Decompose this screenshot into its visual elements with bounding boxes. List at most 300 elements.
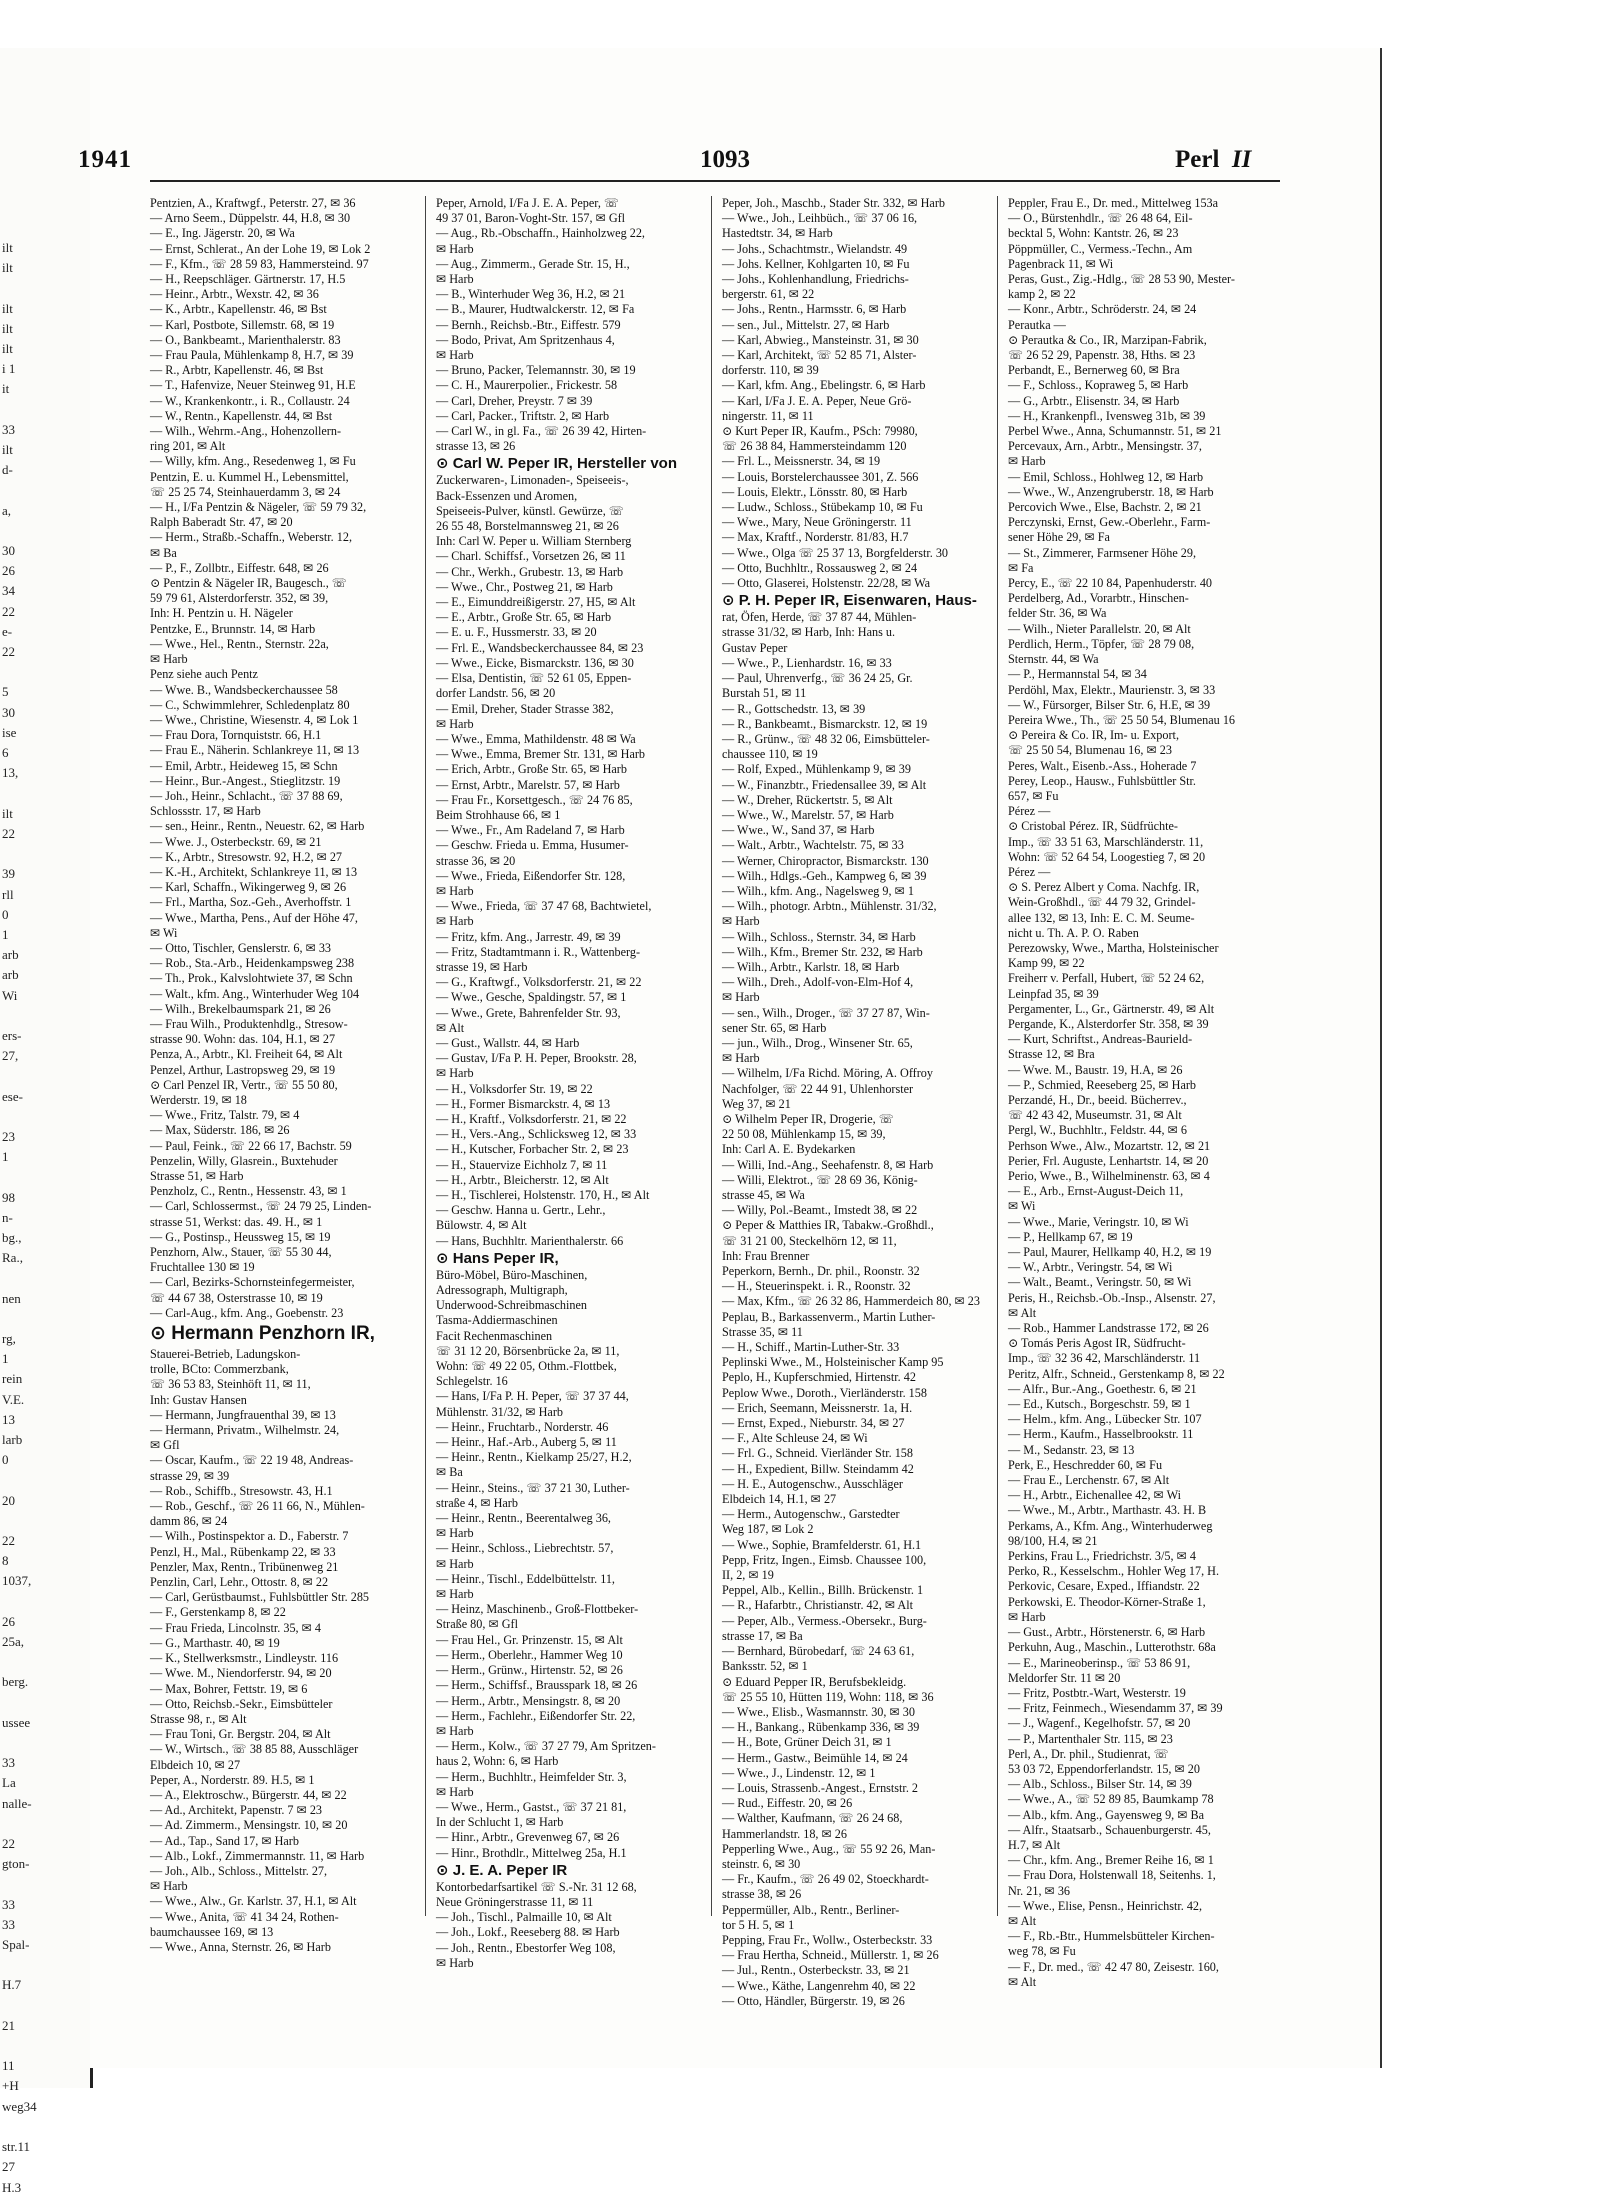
directory-entry: Perko, R., Kesselschm., Hohler Weg 17, H. <box>1008 1564 1220 1579</box>
directory-entry: — F., Schloss., Kopraweg 5, ✉ Harb <box>1008 378 1189 393</box>
directory-entry: ✉ Harb <box>436 883 474 898</box>
directory-entry: — Johs., Schachtmstr., Wielandstr. 49 <box>722 241 908 256</box>
fragment-line: gton- <box>2 1856 30 1872</box>
directory-entry: — H., Arbtr., Bleicherstr. 12, ✉ Alt <box>436 1172 609 1187</box>
directory-entry: ⊙ Eduard Pepper IR, Berufsbekleidg. <box>722 1674 907 1689</box>
directory-entry: ✉ Ba <box>436 1465 463 1480</box>
directory-entry: — Paul, Uhrenverfg., ☏ 36 24 25, Gr. <box>722 671 913 686</box>
directory-entry: — Wwe., Grete, Bahrenfelder Str. 93, <box>436 1005 621 1020</box>
directory-entry: — Wilh., Nieter Parallelstr. 20, ✉ Alt <box>1008 621 1191 636</box>
fragment-line <box>2 1309 62 1329</box>
column-divider <box>711 196 712 1916</box>
fragment-line <box>2 1511 62 1531</box>
directory-entry: — Wwe. M., Baustr. 19, H.A, ✉ 26 <box>1008 1062 1183 1077</box>
fragment-line: ilt <box>2 805 13 821</box>
directory-entry: Peres, Walt., Eisenb.-Ass., Hoherade 7 <box>1008 758 1197 773</box>
directory-entry: ✉ Harb <box>722 1051 760 1066</box>
directory-entry: Inh: Carl A. E. Bydekarken <box>722 1142 856 1157</box>
fragment-line: 30 <box>2 543 15 559</box>
fragment-line: 11 <box>2 2058 15 2074</box>
fragment-line: ilt <box>2 300 13 316</box>
directory-entry: Perdlich, Herm., Töpfer, ☏ 28 79 08, <box>1008 636 1195 651</box>
directory-entry: 49 37 01, Baron-Voght-Str. 157, ✉ Gfl <box>436 211 626 226</box>
fragment-line <box>2 1874 62 1894</box>
directory-entry: — Heinr., Tischl., Eddelbüttelstr. 11, <box>436 1571 615 1586</box>
directory-entry: Schlegelstr. 16 <box>436 1374 508 1389</box>
directory-entry: tor 5 H. 5, ✉ 1 <box>722 1917 795 1932</box>
fragment-line: ilt <box>2 320 13 336</box>
directory-entry: ring 201, ✉ Alt <box>150 439 226 454</box>
directory-entry: — Carl, Dreher, Preystr. 7 ✉ 39 <box>436 393 593 408</box>
directory-entry: ☏ 25 55 10, Hütten 119, Wohn: 118, ✉ 36 <box>722 1689 934 1704</box>
directory-entry: — Wwe., Eicke, Bismarckstr. 136, ✉ 30 <box>436 655 634 670</box>
directory-entry: Penzl, H., Mal., Rübenkamp 22, ✉ 33 <box>150 1544 336 1559</box>
directory-entry: — H., Volksdorfer Str. 19, ✉ 22 <box>436 1081 593 1096</box>
fragment-line: 1 <box>2 926 9 942</box>
directory-entry: ⊙ Wilhelm Peper IR, Drogerie, ☏ <box>722 1111 894 1126</box>
fragment-line: ilt <box>2 260 13 276</box>
directory-entry: Back-Essenzen und Aromen, <box>436 488 578 503</box>
previous-page-fragment <box>2 238 62 2198</box>
directory-entry: — Rud., Eiffestr. 20, ✉ 26 <box>722 1796 853 1811</box>
directory-entry: — H., Reepschläger. Gärtnerstr. 17, H.5 <box>150 272 346 287</box>
directory-entry: — Joh., Tischl., Palmaille 10, ✉ Alt <box>436 1910 612 1925</box>
directory-entry: — W., Rentn., Kapellenstr. 44, ✉ Bst <box>150 408 333 423</box>
directory-entry: — Fritz, Feinmech., Wiesendamm 37, ✉ 39 <box>1008 1701 1223 1716</box>
directory-entry: Pepperling Wwe., Aug., ☏ 55 92 26, Man- <box>722 1841 936 1856</box>
directory-entry: Hammerlandstr. 18, ✉ 26 <box>722 1826 847 1841</box>
directory-entry: 59 79 61, Alsterdorferstr. 352, ✉ 39, <box>150 591 329 606</box>
directory-entry: — Wwe., Olga ☏ 25 37 13, Borgfelderstr. 30 <box>722 545 949 560</box>
directory-entry: — Heinr., Haf.-Arb., Auberg 5, ✉ 11 <box>436 1435 617 1450</box>
directory-entry: — Wwe., W., Sand 37, ✉ Harb <box>722 823 875 838</box>
directory-entry: Mühlenstr. 31/32, ✉ Harb <box>436 1404 563 1419</box>
fragment-line: 13, <box>2 765 19 781</box>
directory-entry: — H., I/Fa Pentzin & Nägeler, ☏ 59 79 32, <box>150 500 367 515</box>
fragment-line <box>2 278 62 298</box>
directory-entry: Perkuhn, Aug., Maschin., Lutterothstr. 68a <box>1008 1640 1216 1655</box>
fragment-line: ilt <box>2 442 13 458</box>
directory-entry: ✉ Alt <box>1008 1974 1037 1989</box>
header-name-range <box>1175 146 1251 174</box>
column-4 <box>1008 196 1272 1989</box>
directory-entry: — Ad. Zimmerm., Mensingstr. 10, ✉ 20 <box>150 1818 348 1833</box>
directory-entry: — Wwe., Anna, Sternstr. 26, ✉ Harb <box>150 1939 331 1954</box>
directory-entry: II, 2, ✉ 19 <box>722 1568 774 1583</box>
fragment-line: weg34 <box>2 2098 37 2114</box>
fragment-line <box>2 1470 62 1490</box>
fragment-line: rein <box>2 1371 23 1387</box>
directory-entry: — W., Fürsorger, Bilser Str. 6, H.E, ✉ 39 <box>1008 697 1211 712</box>
directory-entry: — Herm., Autogenschw., Garstedter <box>722 1507 900 1522</box>
directory-entry: — Willy, Pol.-Beamt., Imstedt 38, ✉ 22 <box>722 1203 918 1218</box>
directory-entry: Perezowsky, Wwe., Martha, Holsteinischer <box>1008 940 1219 955</box>
fragment-line: Ra., <box>2 1250 23 1266</box>
directory-entry: ⊙ Pereira & Co. IR, Im- u. Export, <box>1008 728 1179 743</box>
directory-entry: — Wwe., Hel., Rentn., Sternstr. 22a, <box>150 636 329 651</box>
directory-entry: straße 4, ✉ Harb <box>436 1495 518 1510</box>
directory-entry: Wohn: ☏ 52 64 54, Loogestieg 7, ✉ 20 <box>1008 849 1206 864</box>
directory-entry: — Wwe., Fr., Am Radeland 7, ✉ Harb <box>436 823 625 838</box>
fragment-line: 1 <box>2 1149 9 1165</box>
fragment-line: 39 <box>2 866 15 882</box>
directory-entry: ⊙ Cristobal Pérez. IR, Südfrüchte- <box>1008 819 1178 834</box>
fragment-line: 33 <box>2 1896 15 1912</box>
directory-entry: — Otto, Glaserei, Holstenstr. 22/28, ✉ Wa <box>722 576 931 591</box>
directory-entry: ☏ 26 52 29, Papenstr. 38, Hths. ✉ 23 <box>1008 348 1196 363</box>
directory-entry: — O., Bürstenhdlr., ☏ 26 48 64, Eil- <box>1008 211 1193 226</box>
directory-entry: — Wwe., J., Lindenstr. 12, ✉ 1 <box>722 1765 876 1780</box>
directory-entry: Penz siehe auch Pentz <box>150 667 258 682</box>
directory-entry: Perdelberg, Ad., Vorarbtr., Hinschen- <box>1008 591 1189 606</box>
directory-entry: — W., Krankenkontr., i. R., Collaustr. 24 <box>150 393 350 408</box>
directory-entry: — B., Maurer, Hudtwalckerstr. 12, ✉ Fa <box>436 302 635 317</box>
directory-entry: — R., Arbtr, Kapellenstr. 46, ✉ Bst <box>150 363 324 378</box>
directory-entry: Imp., ☏ 33 51 63, Marschländerstr. 11, <box>1008 834 1204 849</box>
directory-entry: — Hermann, Privatm., Wilhelmstr. 24, <box>150 1423 340 1438</box>
fragment-line <box>2 844 62 864</box>
directory-entry: Peppler, Frau E., Dr. med., Mittelweg 153a <box>1008 196 1219 210</box>
directory-entry: Perbel Wwe., Anna, Schumannstr. 51, ✉ 21 <box>1008 424 1222 439</box>
directory-entry: — K., Arbtr., Kapellenstr. 46, ✉ Bst <box>150 302 327 317</box>
directory-entry: Facit Rechenmaschinen <box>436 1328 553 1343</box>
directory-entry: — Walt., Arbtr., Wachtelstr. 75, ✉ 33 <box>722 838 904 853</box>
directory-entry: — Erich, Arbtr., Große Str. 65, ✉ Harb <box>436 762 627 777</box>
directory-entry: — Herm., Kaufm., Hasselbrookstr. 11 <box>1008 1427 1194 1442</box>
directory-entry: Perkams, A., Kfm. Ang., Winterhuderweg <box>1008 1518 1213 1533</box>
directory-entry: Pöppmüller, C., Vermess.-Techn., Am <box>1008 241 1193 256</box>
fragment-line: 21 <box>2 2017 15 2033</box>
directory-entry: Pérez — <box>1008 864 1051 879</box>
directory-entry: Bülowstr. 4, ✉ Alt <box>436 1218 527 1233</box>
directory-entry: ☏ 26 38 84, Hammersteindamm 120 <box>722 439 907 454</box>
directory-entry: — Carl, Bezirks-Schornsteinfegermeister, <box>150 1275 355 1290</box>
directory-entry: steinstr. 6, ✉ 30 <box>722 1856 801 1871</box>
directory-entry: — Wwe. M., Niendorferstr. 94, ✉ 20 <box>150 1666 332 1681</box>
directory-entry: — Carl, Gerüstbaumst., Fuhlsbüttler Str. 285 <box>150 1590 370 1605</box>
directory-entry: chaussee 110, ✉ 19 <box>722 747 818 762</box>
fragment-line <box>2 1693 62 1713</box>
directory-entry: ☏ 25 25 74, Steinhauerdamm 3, ✉ 24 <box>150 484 341 499</box>
column-1 <box>150 196 414 1954</box>
directory-entry: — K., Stellwerksmstr., Lindleystr. 116 <box>150 1651 339 1666</box>
directory-entry: — jun., Wilh., Drog., Winsener Str. 65, <box>722 1035 913 1050</box>
directory-entry: — Rob., Sta.-Arb., Heidenkampsweg 238 <box>150 956 355 971</box>
directory-entry: — Wilh., Dreh., Adolf-von-Elm-Hof 4, <box>722 975 914 990</box>
directory-entry: — Ad., Tap., Sand 17, ✉ Harb <box>150 1833 299 1848</box>
fragment-line: V.E. <box>2 1391 25 1407</box>
fragment-line: ilt <box>2 240 13 255</box>
directory-entry: — Herm., Gastw., Beimühle 14, ✉ 24 <box>722 1750 908 1765</box>
directory-entry: — K., Arbtr., Stresowstr. 92, H.2, ✉ 27 <box>150 849 343 864</box>
directory-entry: Perbandt, E., Bernerweg 60, ✉ Bra <box>1008 363 1180 378</box>
fragment-line: larb <box>2 1431 23 1447</box>
directory-entry: Percevaux, Arn., Arbtr., Mensingstr. 37, <box>1008 439 1202 454</box>
directory-entry: strasse 13, ✉ 26 <box>436 439 516 454</box>
directory-entry: Wohn: ☏ 49 22 05, Othm.-Flottbek, <box>436 1359 617 1374</box>
directory-entry: ⊙ Carl W. Peper IR, Hersteller von <box>436 455 677 473</box>
fragment-line: arb <box>2 967 19 983</box>
fragment-line: 0 <box>2 1452 9 1468</box>
fragment-line <box>2 2117 62 2137</box>
directory-entry: — Arno Seem., Düppelstr. 44, H.8, ✉ 30 <box>150 211 351 226</box>
directory-entry: — Bernh., Reichsb.-Btr., Eiffestr. 579 <box>436 317 621 332</box>
directory-entry: trolle, BCto: Commerzbank, <box>150 1362 289 1377</box>
directory-entry: — Max, Kraftf., Norderstr. 81/83, H.7 <box>722 530 909 545</box>
directory-entry: — W., Arbtr., Veringstr. 54, ✉ Wi <box>1008 1260 1173 1275</box>
directory-entry: — Frau Frieda, Lincolnstr. 35, ✉ 4 <box>150 1620 321 1635</box>
directory-entry: strasse 36, ✉ 20 <box>436 853 516 868</box>
directory-entry: ningerstr. 11, ✉ 11 <box>722 408 814 423</box>
directory-entry: Inh: Carl W. Peper u. William Sternberg <box>436 534 632 549</box>
fragment-line: n- <box>2 1209 13 1225</box>
directory-entry: Pereira Wwe., Th., ☏ 25 50 54, Blumenau 16 <box>1008 712 1236 727</box>
directory-entry: allee 132, ✉ 13, Inh: E. C. M. Seume- <box>1008 910 1195 925</box>
directory-entry: — G., Marthastr. 40, ✉ 19 <box>150 1635 280 1650</box>
directory-entry: H.7, ✉ Alt <box>1008 1837 1061 1852</box>
directory-entry: Burstah 51, ✉ 11 <box>722 686 807 701</box>
directory-entry: — Frau E., Lerchenstr. 67, ✉ Alt <box>1008 1473 1170 1488</box>
directory-columns <box>150 196 1280 2008</box>
directory-entry: ✉ Harb <box>436 241 474 256</box>
directory-entry: — W., Dreher, Rückertstr. 5, ✉ Alt <box>722 792 893 807</box>
directory-entry: — Wwe., Elise, Pensn., Heinrichstr. 42, <box>1008 1898 1203 1913</box>
fragment-line: 34 <box>2 583 15 599</box>
directory-entry: — H., Kutscher, Forbacher Str. 2, ✉ 23 <box>436 1142 629 1157</box>
fragment-line: Wi <box>2 987 18 1003</box>
directory-entry: Penzelin, Willy, Glasrein., Buxtehuder <box>150 1153 338 1168</box>
directory-entry: — Otto, Tischler, Genslerstr. 6, ✉ 33 <box>150 940 332 955</box>
column-divider <box>997 196 998 1916</box>
fragment-line: 27 <box>2 2159 15 2175</box>
directory-entry: — P., Schmied, Reeseberg 25, ✉ Harb <box>1008 1077 1197 1092</box>
fragment-line: 30 <box>2 704 15 720</box>
directory-entry: Perkovic, Cesare, Exped., Iffiandstr. 22 <box>1008 1579 1200 1594</box>
directory-entry: — Wwe., W., Marelstr. 57, ✉ Harb <box>722 807 894 822</box>
directory-entry: — Alfr., Bur.-Ang., Goethestr. 6, ✉ 21 <box>1008 1381 1197 1396</box>
directory-entry: 22 50 08, Mühlenkamp 15, ✉ 39, <box>722 1127 886 1142</box>
directory-entry: — Jul., Rentn., Osterbeckstr. 33, ✉ 21 <box>722 1963 910 1978</box>
directory-entry: strasse 31/32, ✉ Harb, Inh: Hans u. <box>722 625 896 640</box>
directory-entry: — Ludw., Schloss., Stübekamp 10, ✉ Fu <box>722 500 923 515</box>
directory-entry: — Johs., Kohlenhandlung, Friedrichs- <box>722 272 909 287</box>
directory-entry: — Heinz, Maschinenb., Groß-Flottbeker- <box>436 1602 639 1617</box>
directory-entry: — Wwe., A., ☏ 52 89 85, Baumkamp 78 <box>1008 1792 1214 1807</box>
fragment-line: 23 <box>2 1128 15 1144</box>
directory-entry: — Wwe., Gesche, Spaldingstr. 57, ✉ 1 <box>436 990 627 1005</box>
fragment-line <box>2 1955 62 1975</box>
header-rule <box>150 180 1280 182</box>
directory-entry: — H., Krankenpfl., Ivensweg 31b, ✉ 39 <box>1008 408 1206 423</box>
directory-entry: — Paul, Maurer, Hellkamp 40, H.2, ✉ 19 <box>1008 1245 1212 1260</box>
directory-entry: Perdöhl, Max, Elektr., Maurienstr. 3, ✉ 33 <box>1008 682 1216 697</box>
directory-entry: ✉ Harb <box>722 990 760 1005</box>
fragment-line: str.11 <box>2 2139 31 2155</box>
directory-entry: — Heinr., Bur.-Angest., Stieglitzstr. 19 <box>150 773 341 788</box>
directory-entry: — Wwe., Herm., Gastst., ☏ 37 21 81, <box>436 1799 627 1814</box>
fragment-line <box>2 1814 62 1834</box>
directory-entry: Penza, A., Arbtr., Kl. Freiheit 64, ✉ Alt <box>150 1047 343 1062</box>
directory-entry: sener Str. 65, ✉ Harb <box>722 1020 827 1035</box>
directory-entry: — Wwe., Emma, Bremer Str. 131, ✉ Harb <box>436 747 646 762</box>
directory-entry: ⊙ J. E. A. Peper IR <box>436 1861 568 1879</box>
directory-entry: — Wilh., Kfm., Bremer Str. 232, ✉ Harb <box>722 944 923 959</box>
directory-entry: — Hans, I/Fa P. H. Peper, ☏ 37 37 44, <box>436 1389 629 1404</box>
directory-entry: Peplau, B., Barkassenverm., Martin Luther- <box>722 1309 936 1324</box>
directory-entry: damm 86, ✉ 24 <box>150 1514 228 1529</box>
directory-entry: ✉ Harb <box>436 914 474 929</box>
directory-entry: — Joh., Rentn., Ebestorfer Weg 108, <box>436 1940 616 1955</box>
directory-entry: — Joh., Alb., Schloss., Mittelstr. 27, <box>150 1863 328 1878</box>
directory-entry: — F., Dr. med., ☏ 42 47 80, Zeisestr. 160, <box>1008 1959 1219 1974</box>
directory-entry: Adressograph, Multigraph, <box>436 1283 568 1298</box>
fragment-line <box>2 1268 62 1288</box>
directory-entry: — Walt., Beamt., Veringstr. 50, ✉ Wi <box>1008 1275 1192 1290</box>
directory-entry: ✉ Wi <box>150 925 178 940</box>
directory-entry: — sen., Jul., Mittelstr. 27, ✉ Harb <box>722 317 890 332</box>
directory-entry: Weg 37, ✉ 21 <box>722 1096 791 1111</box>
fragment-line <box>2 1733 62 1753</box>
directory-entry: haus 2, Wohn: 6, ✉ Harb <box>436 1754 559 1769</box>
directory-entry: — Wilh., Schloss., Sternstr. 34, ✉ Harb <box>722 929 916 944</box>
directory-entry: — St., Zimmerer, Farmsener Höhe 29, <box>1008 545 1197 560</box>
fragment-line: ese- <box>2 1088 23 1104</box>
directory-entry: Hastedtstr. 34, ✉ Harb <box>722 226 833 241</box>
directory-entry: — Frl., Martha, Soz.-Geh., Averhoffstr. 1 <box>150 895 352 910</box>
directory-entry: ☏ 31 21 00, Steckelhörn 12, ✉ 11, <box>722 1233 897 1248</box>
directory-entry: — H., Vers.-Ang., Schlicksweg 12, ✉ 33 <box>436 1127 637 1142</box>
directory-entry: — G., Kraftwgf., Volksdorferstr. 21, ✉ 22 <box>436 975 642 990</box>
directory-entry: Peplinski Wwe., M., Holsteinischer Kamp 95 <box>722 1355 944 1370</box>
directory-entry: strasse 45, ✉ Wa <box>722 1188 805 1202</box>
directory-entry: — E. u. F., Hussmerstr. 33, ✉ 20 <box>436 625 597 640</box>
directory-entry: — C., Schwimmlehrer, Schledenplatz 80 <box>150 697 350 712</box>
directory-entry: — Wwe., M., Arbtr., Marthastr. 43. H. B <box>1008 1503 1207 1518</box>
directory-entry: — Carl, Schlossermst., ☏ 24 79 25, Linden- <box>150 1199 372 1214</box>
directory-entry: — Louis, Elektr., Lönsstr. 80, ✉ Harb <box>722 484 908 499</box>
directory-entry: — Herm., Arbtr., Mensingstr. 8, ✉ 20 <box>436 1693 621 1708</box>
directory-entry: — Otto, Buchhltr., Rossausweg 2, ✉ 24 <box>722 560 918 575</box>
directory-entry: — F., Rb.-Btr., Hummelsbütteler Kirchen- <box>1008 1929 1215 1944</box>
directory-entry: — H., Tischlerei, Holstenstr. 170, H., ✉ Alt <box>436 1188 650 1202</box>
directory-entry: Perkowski, E. Theodor-Körner-Straße 1, <box>1008 1594 1206 1609</box>
directory-entry: — M., Sedanstr. 23, ✉ 13 <box>1008 1442 1135 1457</box>
directory-entry: Percy, E., ☏ 22 10 84, Papenhuderstr. 40 <box>1008 576 1213 591</box>
directory-entry: — R., Gottschedstr. 13, ✉ 39 <box>722 701 866 716</box>
directory-entry: Inh: H. Pentzin u. H. Nägeler <box>150 606 293 621</box>
directory-entry: ⊙ Peper & Matthies IR, Tabakw.-Großhdl., <box>722 1218 934 1233</box>
directory-entry: — P., F., Zollbtr., Eiffestr. 648, ✉ 26 <box>150 560 329 575</box>
directory-entry: Underwood-Schreibmaschinen <box>436 1298 587 1313</box>
directory-entry: — Fritz, Stadtamtmann i. R., Wattenberg- <box>436 944 641 959</box>
directory-entry: ✉ Harb <box>436 1587 474 1602</box>
directory-entry: — Max, Bohrer, Fettstr. 19, ✉ 6 <box>150 1681 308 1696</box>
directory-entry: Sternstr. 44, ✉ Wa <box>1008 652 1099 667</box>
fragment-line: 33 <box>2 1916 15 1932</box>
directory-entry: ✉ Harb <box>150 652 188 667</box>
fragment-line: 98 <box>2 1189 15 1205</box>
directory-entry: Peplo, H., Kupferschmied, Hirtenstr. 42 <box>722 1370 916 1385</box>
directory-entry: 657, ✉ Fu <box>1008 788 1059 803</box>
directory-entry: Pentzke, E., Brunnstr. 14, ✉ Harb <box>150 621 316 636</box>
directory-entry: — R., Bankbeamt., Bismarckstr. 12, ✉ 19 <box>722 716 928 731</box>
directory-entry: — Max, Kfm., ☏ 26 32 86, Hammerdeich 80, ✉ 23 <box>722 1294 980 1309</box>
fragment-line: 22 <box>2 644 15 660</box>
directory-entry: — R., Hafarbtr., Christianstr. 42, ✉ Alt <box>722 1598 913 1613</box>
directory-entry: — Werner, Chiropractor, Bismarckstr. 130 <box>722 853 929 868</box>
directory-entry: — Wwe., Chr., Postweg 21, ✉ Harb <box>436 579 613 594</box>
previous-page-edge <box>0 48 93 2195</box>
directory-entry: — Geschw. Frieda u. Emma, Husumer- <box>436 838 629 853</box>
directory-entry: Pergl, W., Buchhltr., Feldstr. 44, ✉ 6 <box>1008 1123 1187 1138</box>
directory-entry: — Frau Hertha, Schneid., Müllerstr. 1, ✉ 26 <box>722 1948 939 1963</box>
directory-entry: Büro-Möbel, Büro-Maschinen, <box>436 1267 588 1282</box>
directory-entry: Perautka — <box>1008 317 1066 332</box>
directory-entry: — Wwe., Christine, Wiesenstr. 4, ✉ Lok 1 <box>150 712 359 727</box>
fragment-line: La <box>2 1775 16 1791</box>
directory-entry: — Aug., Rb.-Obschaffn., Hainholzweg 22, <box>436 226 645 241</box>
directory-entry: Gustav Peper <box>722 640 788 655</box>
directory-entry: Weg 187, ✉ Lok 2 <box>722 1522 814 1537</box>
directory-entry: — Hermann, Jungfrauenthal 39, ✉ 13 <box>150 1407 336 1422</box>
fragment-line: 22 <box>2 825 15 841</box>
directory-entry: — H., Kraftf., Volksdorferstr. 21, ✉ 22 <box>436 1111 627 1126</box>
directory-entry: — H., Former Bismarckstr. 4, ✉ 13 <box>436 1096 611 1111</box>
directory-entry: — Wwe., P., Lienhardstr. 16, ✉ 33 <box>722 655 892 670</box>
directory-entry: — Hinr., Arbtr., Grevenweg 67, ✉ 26 <box>436 1830 620 1845</box>
directory-entry: Pérez — <box>1008 804 1051 819</box>
directory-entry: 98/100, H.4, ✉ 21 <box>1008 1533 1098 1548</box>
fragment-line: 27, <box>2 1048 19 1064</box>
directory-entry: Kontorbedarfsartikel ☏ S.-Nr. 31 12 68, <box>436 1879 637 1894</box>
directory-entry: Tasma-Addiermaschinen <box>436 1313 558 1328</box>
directory-entry: — C. H., Maurerpolier., Frickestr. 58 <box>436 378 618 393</box>
directory-entry: — Ernst, Arbtr., Marelstr. 57, ✉ Harb <box>436 777 620 792</box>
directory-entry: Stauerei-Betrieb, Ladungskon- <box>150 1347 301 1362</box>
directory-entry: baumchaussee 169, ✉ 13 <box>150 1924 274 1939</box>
directory-entry: strasse 51, Werkst: das. 49. H., ✉ 1 <box>150 1214 323 1229</box>
fragment-line <box>2 1652 62 1672</box>
directory-entry: ✉ Gfl <box>150 1438 180 1453</box>
fragment-line: 8 <box>2 1553 9 1569</box>
directory-entry: — E., Ing. Jägerstr. 20, ✉ Wa <box>150 226 295 241</box>
directory-entry: Pergamenter, L., Gr., Gärtnerstr. 49, ✉ Alt <box>1008 1001 1215 1016</box>
directory-entry: — Johs., Rentn., Harmsstr. 6, ✉ Harb <box>722 302 907 317</box>
directory-entry: — O., Bankbeamt., Marienthalerstr. 83 <box>150 332 341 347</box>
directory-entry: — Karl, Abwieg., Mansteinstr. 31, ✉ 30 <box>722 332 919 347</box>
directory-entry: — G., Arbtr., Elisenstr. 34, ✉ Harb <box>1008 393 1180 408</box>
directory-entry: — P., Martenthaler Str. 115, ✉ 23 <box>1008 1731 1173 1746</box>
directory-entry: Imp., ☏ 32 36 42, Marschländerstr. 11 <box>1008 1351 1201 1366</box>
fragment-line: 13 <box>2 1411 15 1427</box>
directory-entry: ⊙ Carl Penzel IR, Vertr., ☏ 55 50 80, <box>150 1077 338 1092</box>
fragment-line: ers- <box>2 1027 22 1043</box>
directory-entry: — Frau Wilh., Produktenhdlg., Stresow- <box>150 1016 348 1031</box>
directory-entry: ✉ Harb <box>436 1784 474 1799</box>
directory-entry: Zuckerwaren-, Limonaden-, Speiseeis-, <box>436 473 629 488</box>
directory-entry: nicht u. Th. A. P. O. Raben <box>1008 925 1139 940</box>
directory-entry: — Wilh., Arbtr., Karlstr. 18, ✉ Harb <box>722 959 900 974</box>
directory-entry: — E., Eimunddreißigerstr. 27, H5, ✉ Alt <box>436 595 636 610</box>
fragment-line <box>2 1107 62 1127</box>
directory-entry: — Frl. L., Meissnerstr. 34, ✉ 19 <box>722 454 881 469</box>
directory-entry: — Walther, Kaufmann, ☏ 26 24 68, <box>722 1811 903 1826</box>
directory-entry: — Alb., Schloss., Bilser Str. 14, ✉ 39 <box>1008 1777 1192 1792</box>
directory-entry: ✉ Alt <box>1008 1913 1037 1928</box>
directory-entry: ✉ Alt <box>436 1020 465 1035</box>
directory-entry: ⊙ P. H. Peper IR, Eisenwaren, Haus- <box>722 592 977 610</box>
directory-entry: — Hinr., Brothdlr., Mittelweg 25a, H.1 <box>436 1845 627 1860</box>
